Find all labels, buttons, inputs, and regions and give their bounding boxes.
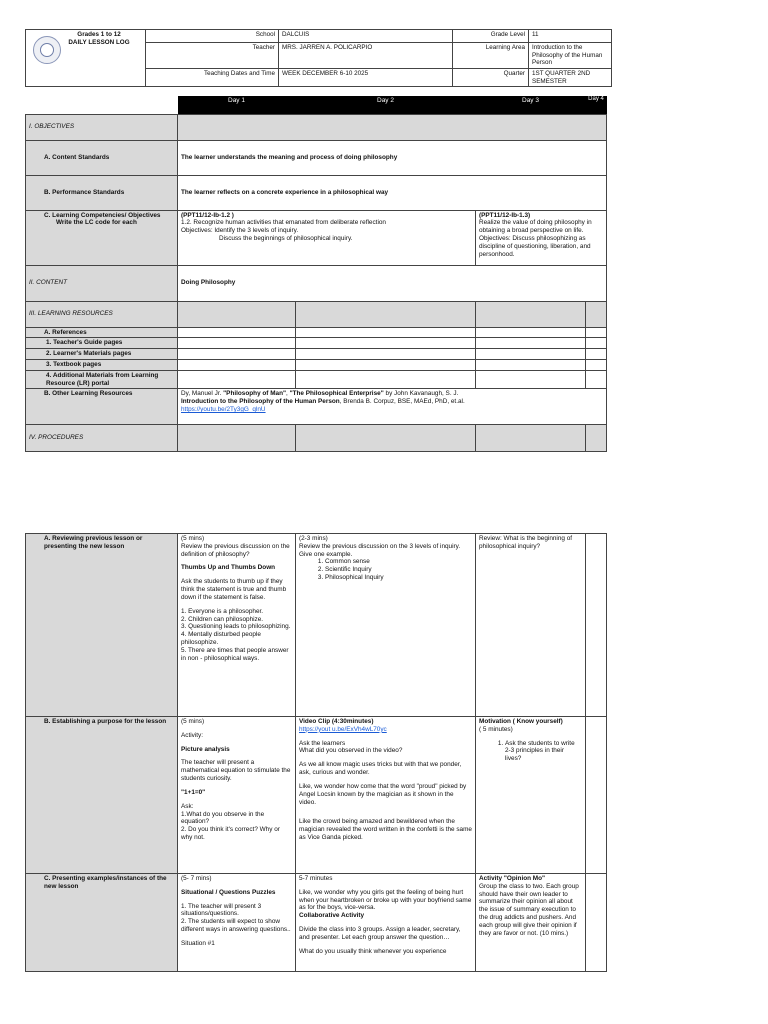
school-value: DALCUIS (279, 30, 453, 43)
presenting-examples-label: C. Presenting examples/instances of the new lesson (26, 874, 178, 972)
teacher-label: Teacher (146, 43, 279, 69)
grades-label: Grades 1 to 12 (77, 31, 121, 38)
inquiry-levels-list: 1. Common sense 2. Scientific Inquiry 3. Philosophical Inquiry (299, 558, 472, 581)
learning-area-value: Introduction to the Philosophy of the Human Person (529, 43, 612, 69)
references-label: A. References (26, 327, 178, 338)
day-2-header: Day 2 (296, 96, 476, 114)
content-standards-label: A. Content Standards (26, 140, 178, 175)
day-3-header: Day 3 (476, 96, 586, 114)
dates-label: Teaching Dates and Time (146, 69, 279, 87)
content-section-title: II. CONTENT (26, 265, 178, 301)
establishing-purpose-label: B. Establishing a purpose for the lesson (26, 717, 178, 874)
learning-resources-section-title: III. LEARNING RESOURCES (26, 301, 178, 327)
day-1-header: Day 1 (178, 96, 296, 114)
equation-text: "1+1=0" (181, 788, 206, 796)
procedure-c-day3: Activity "Opinion Mo" Group the class to two. Each group should have their own leader to summarize their opinion all about the issue of summary execution to the drug addicts and pushers. And each group will give their opinion if they are favor or not. (10 mins.) (476, 874, 586, 972)
motivation-list: 1. Ask the students to write 2-3 principles in their lives? (479, 740, 582, 763)
objectives-section-title: I. OBJECTIVES (26, 114, 178, 140)
day-4-header: Day 4 (586, 96, 607, 114)
procedure-b-day2: Video Clip (4:30minutes) https://yout u.be/ExVh4wL70yc Ask the learners What did you observed in the video? As we all know magic uses tricks but with that we ponder, ask, curious and wonder. Like, we wonder how come that the word "proud" picked by Angel Locsin known by the magician as it shown in the video. Like the crowd being amazed and bewildered when the magician revealed the word written in the confetti is the same as Vice Ganda picked. (296, 717, 476, 874)
procedure-a-day3: Review: What is the beginning of philosophical inquiry? (476, 534, 586, 717)
grade-level-value: 11 (529, 30, 612, 43)
school-label: School (146, 30, 279, 43)
procedure-a-day2: (2-3 mins) Review the previous discussion on the 3 levels of inquiry. Give one example. 1. Common sense 2. Scientific Inquiry 3. Philosophical Inquiry (296, 534, 476, 717)
grade-level-label: Grade Level (453, 30, 529, 43)
learning-area-label: Learning Area (453, 43, 529, 69)
header-table (25, 29, 612, 87)
teacher-value: MRS. JARREN A. POLICARPIO (279, 43, 453, 69)
other-resources-value: Dy, Manuel Jr. "Philosophy of Man", "The Philosophical Enterprise" by John Kavanaugh, S. J. Introduction to the Philosophy of the Human Person, Brenda B. Corpuz, BSE, MAEd, PhD, et.al. https://youtu.be/2Ty3gG_qlnU (178, 389, 607, 425)
textbook-pages-label: 3. Textbook pages (26, 359, 178, 370)
log-title-cell (26, 30, 146, 87)
lesson-log-table (25, 96, 607, 452)
teachers-guide-label: 1. Teacher's Guide pages (26, 338, 178, 349)
competencies-day1-2: (PPT11/12-Ib-1.2 ) 1.2. Recognize human activities that emanated from deliberate reflection Objectives: Identify the 3 levels of inquiry. Discuss the beginnings of philosophical inquiry. (178, 210, 476, 265)
performance-standards-value: The learner reflects on a concrete experience in a philosophical way (178, 175, 607, 210)
content-value: Doing Philosophy (178, 265, 607, 301)
procedure-a-day1: (5 mins) Review the previous discussion on the definition of philosophy? Thumbs Up and Thumbs Down Ask the students to thumb up if they think the statement is true and thumb down if the statement is false. 1. Everyone is a philosopher. 2. Children can philosophize. 3. Questioning leads to philosophizing. 4. Mentally disturbed people philosophize. 5. There are times that people answer in non - philosophical ways. (178, 534, 296, 717)
competencies-day3: (PPT11/12-Ib-1.3) Realize the value of doing philosophy in obtaining a broad perspective on life. Objectives: Discuss philosophizing as discipline of questioning, liberation, and personhood. (476, 210, 607, 265)
additional-materials-label: 4. Additional Materials from Learning Resource (LR) portal (26, 370, 178, 389)
learners-materials-label: 2. Learner's Materials pages (26, 349, 178, 360)
other-resources-label: B. Other Learning Resources (26, 389, 178, 425)
dates-value: WEEK DECEMBER 6-10 2025 (279, 69, 453, 87)
procedure-c-day2: 5-7 minutes Like, we wonder why you girls get the feeling of being hurt when your heartbroken or broke up with your boyfriend same as for the boys, vice-versa. Collaborative Activity Divide the class into 3 groups. Assign a leader, secretary, and presenter. Let each group answer the question… What do you usually think whenever you experience (296, 874, 476, 972)
quarter-label: Quarter (453, 69, 529, 87)
procedure-b-day1: (5 mins) Activity: Picture analysis The teacher will present a mathematical equation to stimulate the students curiosity. "1+1=0" Ask: 1.What do you observe in the equation? 2. Do you think it's correct? Why or why not. (178, 717, 296, 874)
content-standards-value: The learner understands the meaning and process of doing philosophy (178, 140, 607, 175)
thumbs-activity-title: Thumbs Up and Thumbs Down (181, 564, 276, 572)
daily-lesson-log-title: DAILY LESSON LOG (68, 38, 130, 46)
learning-competencies-label: C. Learning Competencies/ Objectives Write the LC code for each (26, 210, 178, 265)
procedure-c-day1: (5- 7 mins) Situational / Questions Puzzles 1. The teacher will present 3 situations/questions. 2. The students will expect to show different ways in answering questions.. Situation #1 (178, 874, 296, 972)
quarter-value: 1ST QUARTER 2ND SEMESTER (529, 69, 612, 87)
procedure-b-day3: Motivation ( Know yourself) ( 5 minutes) 1. Ask the students to write 2-3 principles in their lives? (476, 717, 586, 874)
youtube-resource-link[interactable]: https://youtu.be/2Ty3gG_qlnU (181, 406, 266, 413)
video-clip-link[interactable]: https://yout u.be/ExVh4wL70yc (299, 725, 387, 733)
reviewing-previous-lesson-label: A. Reviewing previous lesson or presenting the new lesson (26, 534, 178, 717)
procedures-section-title: IV. PROCEDURES (26, 425, 178, 452)
procedures-table (25, 533, 607, 972)
performance-standards-label: B. Performance Standards (26, 175, 178, 210)
